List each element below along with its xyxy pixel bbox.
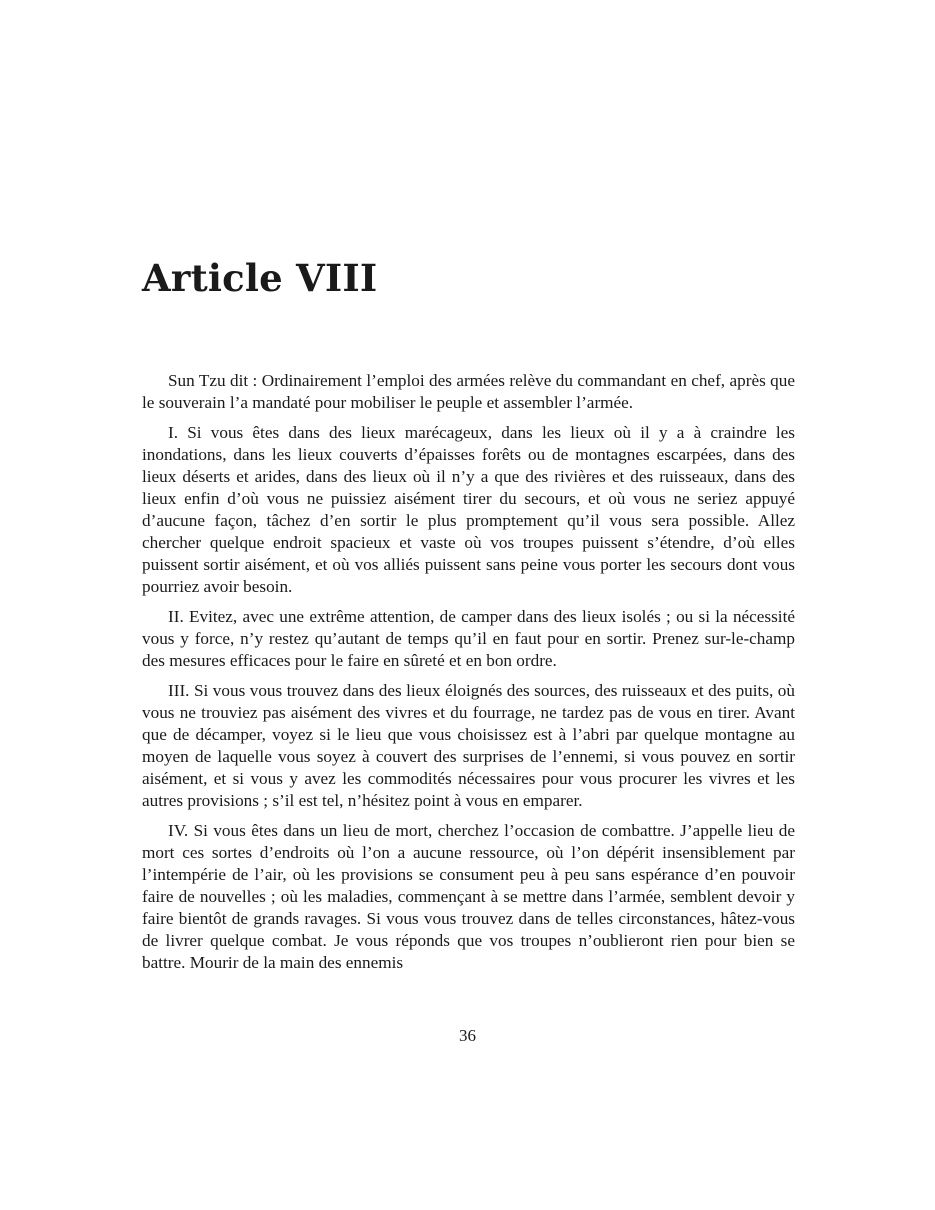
paragraph-ii: II. Evitez, avec une extrême attention, de camper dans des lieux isolés ; ou si la nécessité vous y force, n’y restez qu’autant de temps qu’il en faut pour en sortir. Prenez sur-le-champ des mesures efficaces pour le faire en sûreté et en bon ordre. (142, 606, 795, 671)
page-number: 36 (459, 1026, 476, 1045)
paragraph-iii: III. Si vous vous trouvez dans des lieux éloignés des sources, des ruisseaux et des puits, où vous ne trouviez pas aisément des vivres et du fourrage, ne tardez pas de vous en tirer. Avant que de décamper, voyez si le lieu que vous choisissez est à l’abri par quelque montagne au moyen de laquelle vous soyez à couvert des surprises de l’ennemi, si vous pouvez en sortir aisément, et si vous y avez les commodités nécessaires pour vous procurer les vivres et les autres provisions ; s’il est tel, n’hésitez point à vous en emparer. (142, 680, 795, 811)
chapter-title: Article VIII (142, 256, 378, 300)
paragraph-intro: Sun Tzu dit : Ordinairement l’emploi des armées relève du commandant en chef, après que le souverain l’a mandaté pour mobiliser le peuple et assembler l’armée. (142, 371, 795, 413)
body-text (142, 370, 795, 982)
paragraph-i: I. Si vous êtes dans des lieux marécageux, dans les lieux où il y a à craindre les inondations, dans les lieux couverts d’épaisses forêts ou de montagnes escarpées, dans des lieux déserts et arides, dans des lieux où il n’y a que des rivières et des ruisseaux, dans des lieux enfin d’où vous ne puissiez aisément tirer du secours, et où vous ne seriez appuyé d’aucune façon, tâchez d’en sortir le plus promptement qu’il vous sera possible. Allez chercher quelque endroit spacieux et vaste où vos troupes puissent s’étendre, d’où elles puissent sortir aisément, et où vos alliés puissent sans peine vous porter les secours dont vous pourriez avoir besoin. (142, 422, 795, 597)
paragraph-iv: IV. Si vous êtes dans un lieu de mort, cherchez l’occasion de combattre. J’appelle lieu de mort ces sortes d’endroits où l’on a aucune ressource, où l’on dépérit insensiblement par l’intempérie de l’air, où les provisions se consument peu à peu sans espérance d’en pouvoir faire de nouvelles ; où les maladies, commençant à se mettre dans l’armée, semblent devoir y faire bientôt de grands ravages. Si vous vous trouvez dans de telles circonstances, hâtez-vous de livrer quelque combat. Je vous réponds que vos troupes n’oublieront rien pour bien se battre. Mourir de la main des ennemis (142, 820, 795, 973)
